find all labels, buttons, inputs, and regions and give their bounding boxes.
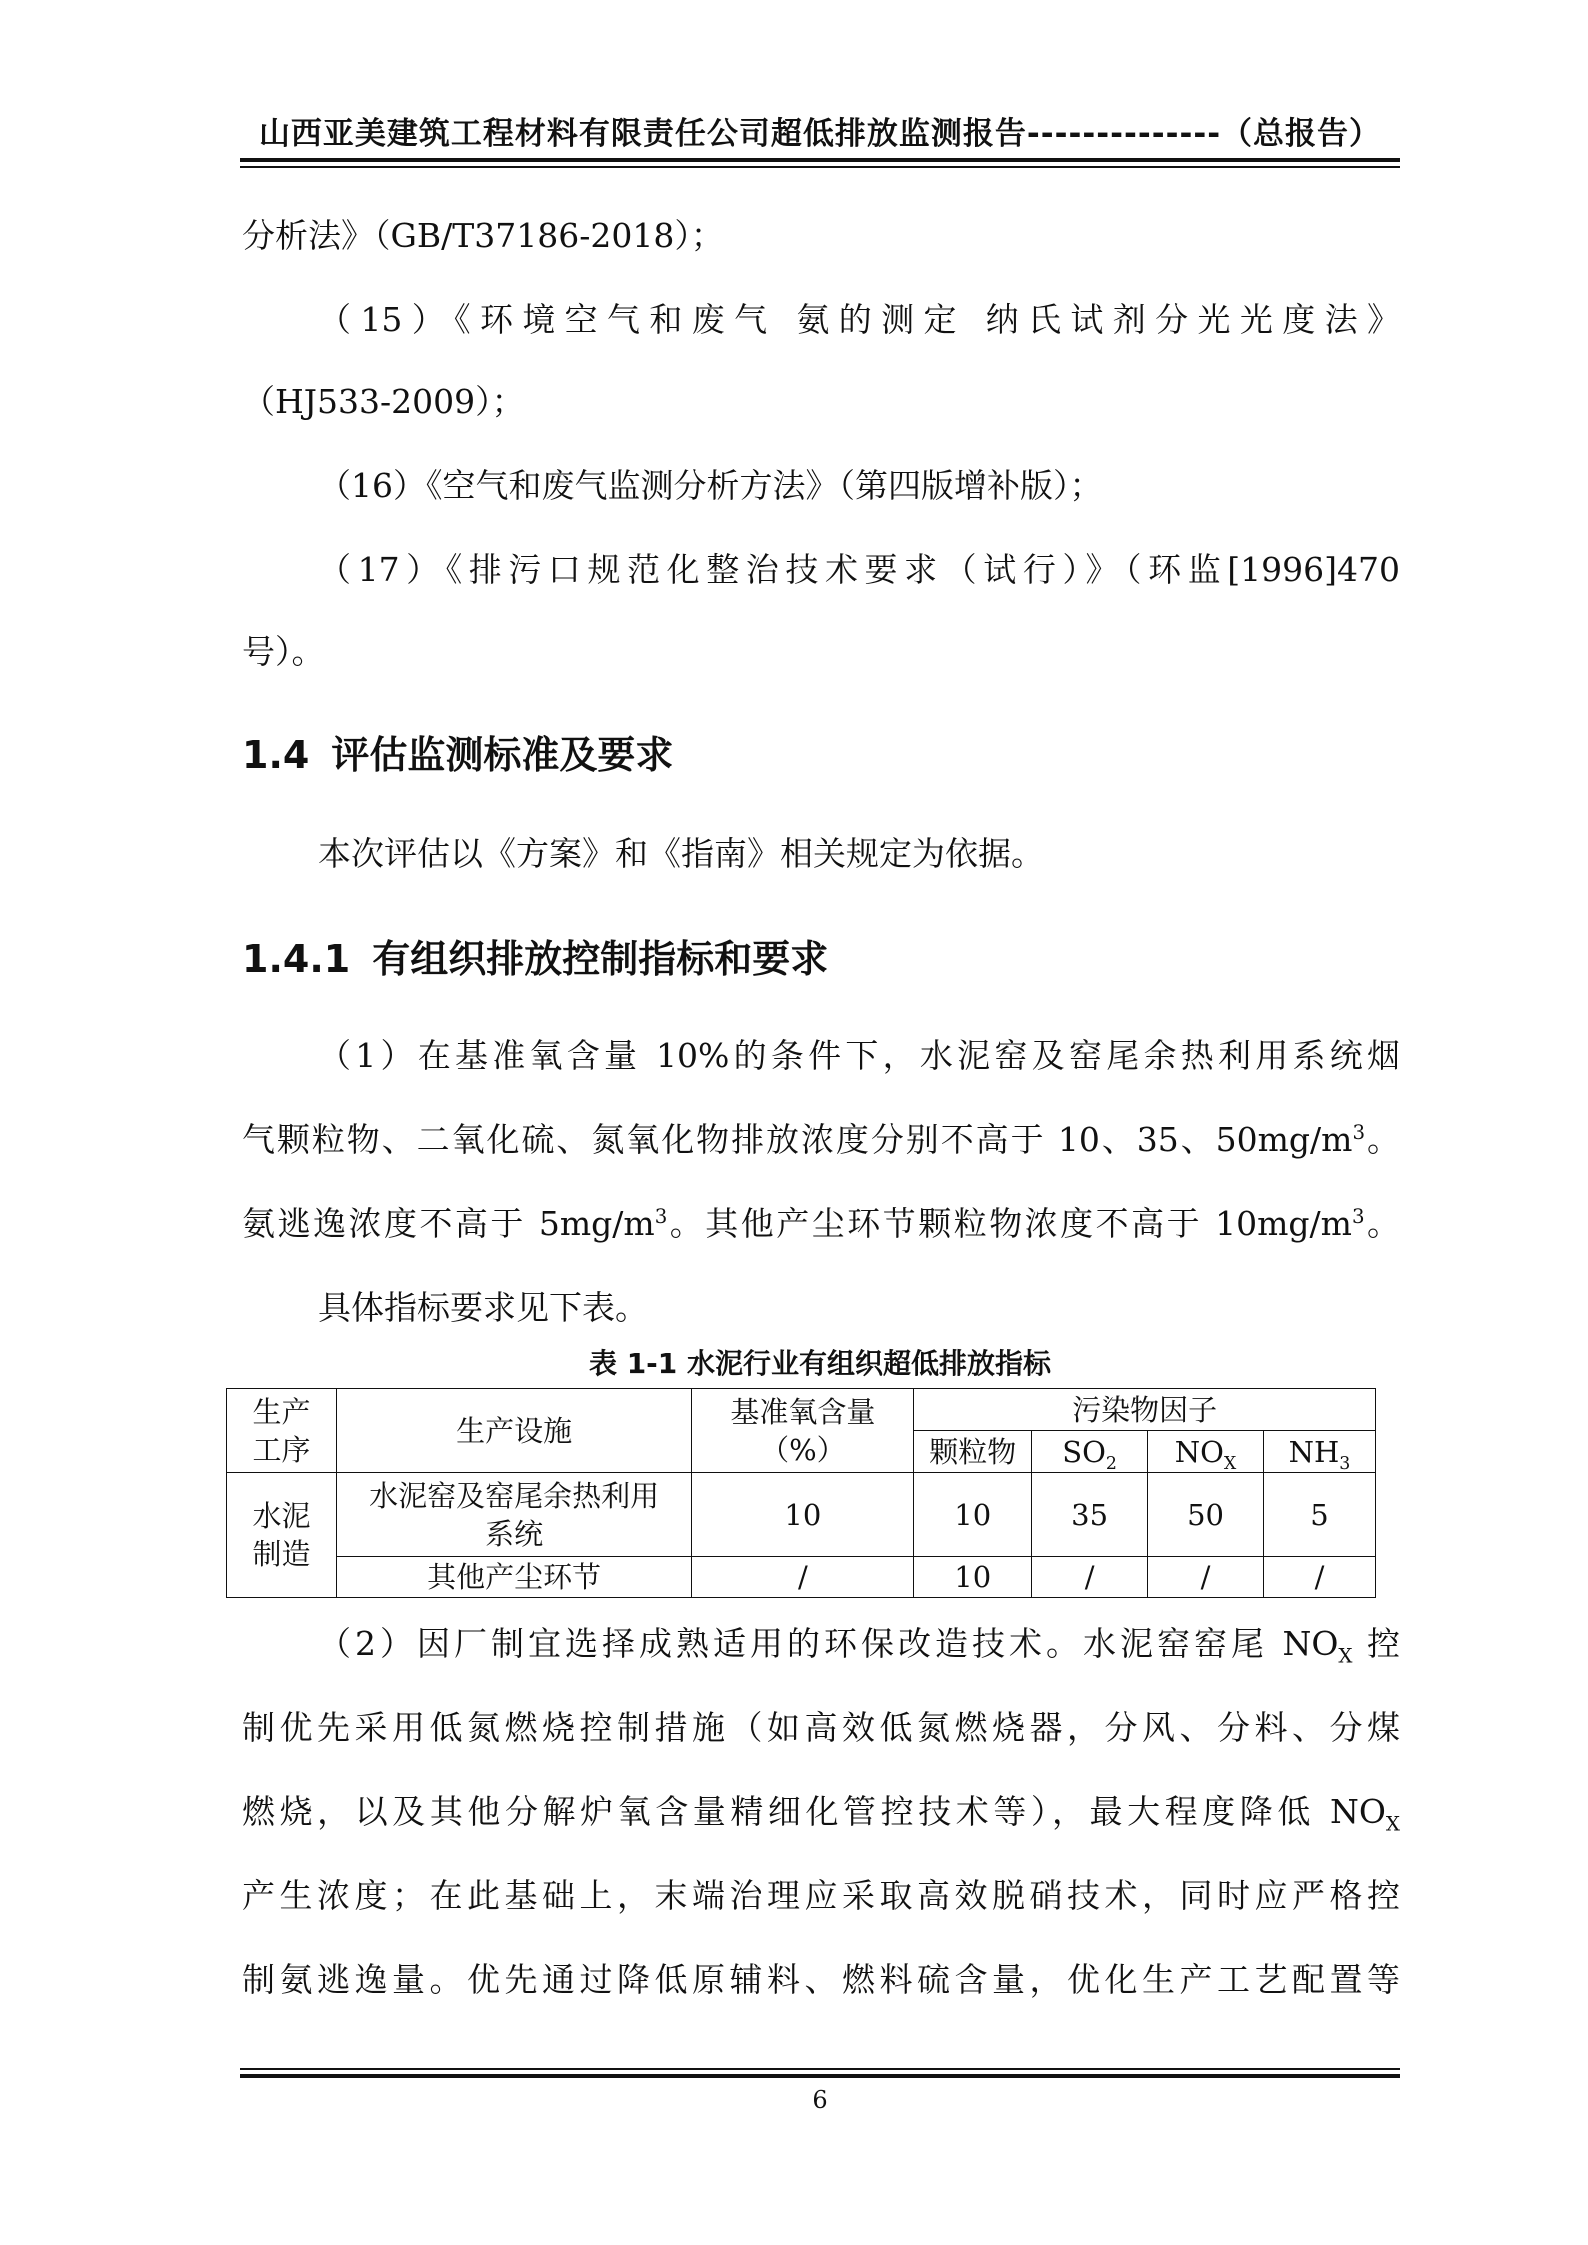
header-so2: $SO_2$	[1032, 1431, 1148, 1473]
section-title: 有组织排放控制指标和要求	[372, 937, 829, 981]
header-oxygen: 基准氧含量 （%）	[692, 1389, 914, 1473]
cell-nox: 50	[1148, 1473, 1264, 1557]
header-process: 生产 工序	[227, 1389, 337, 1473]
section-number: 1.4	[242, 733, 310, 777]
section-heading-1-4-1	[242, 934, 828, 984]
table-row	[227, 1557, 1376, 1598]
para1-line-4: 具体指标要求见下表。	[318, 1288, 648, 1327]
header-nox: $NO_X$	[1148, 1431, 1264, 1473]
ref-line-2: （15）《环境空气和废气 氨的测定 纳氏试剂分光光度法》	[318, 300, 1400, 339]
cell-pm: 10	[914, 1557, 1032, 1598]
cell-pm: 10	[914, 1473, 1032, 1557]
header-pm: 颗粒物	[914, 1431, 1032, 1473]
para2-line-2: 制优先采用低氮燃烧控制措施（如高效低氮燃烧器，分风、分料、分煤	[242, 1708, 1400, 1747]
cell-nox: /	[1148, 1557, 1264, 1598]
header-nh3: $NH_3$	[1264, 1431, 1376, 1473]
section-title: 评估监测标准及要求	[331, 733, 674, 777]
footer-rule-thick	[240, 2074, 1400, 2078]
cell-nh3: /	[1264, 1557, 1376, 1598]
footer-rule-thin	[240, 2068, 1400, 2070]
cell-facility: 其他产尘环节	[336, 1557, 692, 1598]
page-number: 6	[812, 2086, 828, 2114]
section-1-4-paragraph: 本次评估以《方案》和《指南》相关规定为依据。	[318, 834, 1044, 873]
cell-so2: 35	[1032, 1473, 1148, 1557]
cell-so2: /	[1032, 1557, 1148, 1598]
ref-line-5: （17）《排污口规范化整治技术要求（试行）》（环监[1996]470	[318, 550, 1400, 589]
section-heading-1-4	[242, 730, 673, 780]
header-rule-thick	[240, 158, 1400, 162]
cell-oxygen: /	[692, 1557, 914, 1598]
cell-nh3: 5	[1264, 1473, 1376, 1557]
ref-line-1: 分析法》（GB/T37186-2018）；	[242, 216, 724, 255]
ref-line-3: （HJ533-2009）；	[242, 382, 525, 421]
ref-line-6: 号）。	[242, 632, 325, 671]
ref-line-4: （16）《空气和废气监测分析方法》（第四版增补版）；	[318, 466, 1103, 505]
table-row	[227, 1473, 1376, 1557]
para2-line-5: 制氨逃逸量。优先通过降低原辅料、燃料硫含量，优化生产工艺配置等	[242, 1960, 1400, 1999]
header-rule-thin	[240, 166, 1400, 168]
para2-line-3: 燃烧，以及其他分解炉氧含量精细化管控技术等），最大程度降低 $NO_X$	[242, 1792, 1400, 1836]
table-caption: 表 1-1 水泥行业有组织超低排放指标	[588, 1347, 1052, 1380]
header-pollutants: 污染物因子	[914, 1389, 1376, 1431]
cell-oxygen: 10	[692, 1473, 914, 1557]
para1-line-1: （1）在基准氧含量 10%的条件下，水泥窑及窑尾余热利用系统烟	[318, 1036, 1400, 1075]
header-facility: 生产设施	[336, 1389, 692, 1473]
cell-facility: 水泥窑及窑尾余热利用 系统	[336, 1473, 692, 1557]
report-header: 山西亚美建筑工程材料有限责任公司超低排放监测报告--------------（总报告）	[258, 116, 1382, 152]
para1-line-2: 气颗粒物、二氧化硫、氮氧化物排放浓度分别不高于 10、35、$50mg/m^3$。	[242, 1120, 1400, 1159]
cell-process: 水泥 制造	[227, 1473, 337, 1598]
para1-line-3: 氨逃逸浓度不高于 $5mg/m^3$。其他产尘环节颗粒物浓度不高于 $10mg/m^3$。	[242, 1204, 1401, 1243]
section-number: 1.4.1	[242, 937, 351, 981]
para2-line-1: （2）因厂制宜选择成熟适用的环保改造技术。水泥窑窑尾 $NO_X$ 控	[318, 1624, 1400, 1668]
para2-line-4: 产生浓度；在此基础上，末端治理应采取高效脱硝技术，同时应严格控	[242, 1876, 1400, 1915]
emission-limits-table	[226, 1388, 1376, 1598]
